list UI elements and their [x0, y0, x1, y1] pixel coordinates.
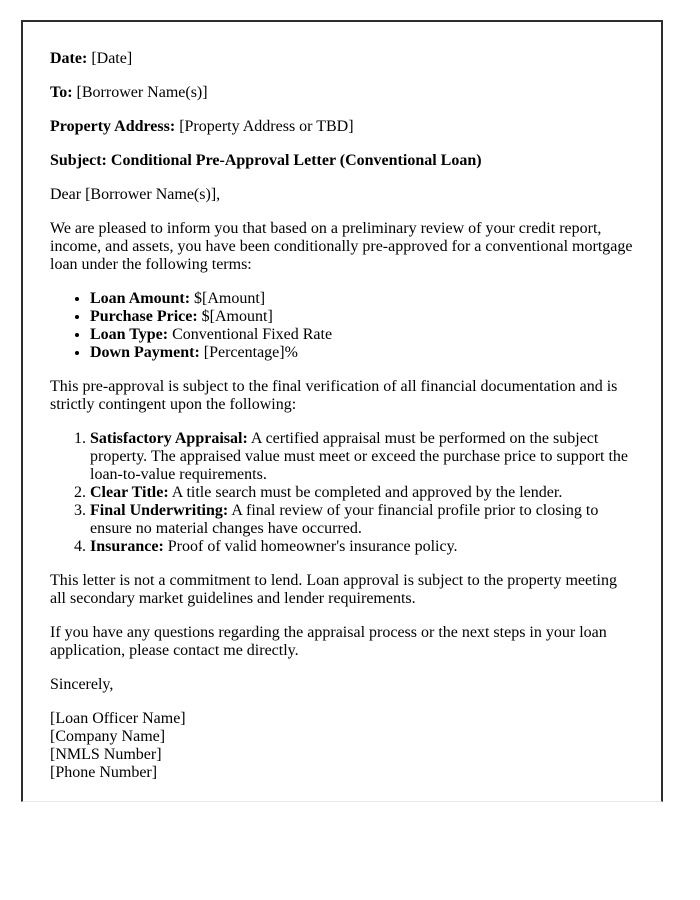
condition-item-appraisal — [90, 430, 635, 484]
term-item-loan-amount — [90, 290, 635, 308]
disclaimer-paragraph: This letter is not a commitment to lend. Loan approval is subject to the property meeting all secondary market guidelines and lender requirements. — [50, 572, 617, 607]
term-item-loan-type — [90, 326, 635, 344]
date-label: Date: — [50, 50, 88, 67]
condition-text: A final review of your financial profile prior to closing to ensure no material changes have occurred. — [90, 502, 599, 537]
property-address-line — [50, 118, 635, 136]
term-value: $[Amount] — [201, 308, 273, 325]
contingency-paragraph: This pre-approval is subject to the final verification of all financial documentation and is strictly contingent upon the following: — [50, 378, 618, 413]
condition-text: A certified appraisal must be performed on the subject property. The appraised value must meet or exceed the purchase price to support the loan-to-value requirements. — [90, 430, 629, 483]
term-label: Loan Amount: — [90, 290, 191, 307]
condition-item-insurance — [90, 538, 635, 556]
conditions-list — [50, 430, 635, 556]
condition-item-clear-title — [90, 484, 635, 502]
condition-text: Proof of valid homeowner's insurance policy. — [167, 538, 458, 555]
signoff: Sincerely, — [50, 676, 114, 693]
signature-block — [50, 710, 635, 782]
date-value: [Date] — [91, 50, 133, 67]
term-item-purchase-price — [90, 308, 635, 326]
to-value: [Borrower Name(s)] — [76, 84, 208, 101]
closing-paragraph: If you have any questions regarding the appraisal process or the next steps in your loan application, please contact me directly. — [50, 624, 607, 659]
term-value: $[Amount] — [194, 290, 266, 307]
salutation: Dear [Borrower Name(s)], — [50, 186, 221, 203]
term-value: Conventional Fixed Rate — [172, 326, 333, 343]
property-address-value: [Property Address or TBD] — [179, 118, 354, 135]
to-label: To: — [50, 84, 73, 101]
condition-text: A title search must be completed and approved by the lender. — [171, 484, 563, 501]
term-value: [Percentage]% — [203, 344, 298, 361]
terms-list — [50, 290, 635, 362]
subject-text: Subject: Conditional Pre-Approval Letter (Conventional Loan) — [50, 152, 482, 169]
subject-line — [50, 152, 635, 170]
property-address-label: Property Address: — [50, 118, 176, 135]
condition-label: Final Underwriting: — [90, 502, 229, 519]
signature-line-nmls: [NMLS Number] — [50, 746, 162, 763]
date-line — [50, 50, 635, 68]
to-line — [50, 84, 635, 102]
signature-line-company: [Company Name] — [50, 728, 166, 745]
letter-document — [21, 20, 663, 802]
condition-label: Satisfactory Appraisal: — [90, 430, 248, 447]
signature-line-phone: [Phone Number] — [50, 764, 158, 781]
condition-label: Insurance: — [90, 538, 164, 555]
condition-item-underwriting — [90, 502, 635, 538]
term-label: Purchase Price: — [90, 308, 198, 325]
signature-line-officer: [Loan Officer Name] — [50, 710, 186, 727]
term-label: Down Payment: — [90, 344, 200, 361]
condition-label: Clear Title: — [90, 484, 169, 501]
term-label: Loan Type: — [90, 326, 169, 343]
term-item-down-payment — [90, 344, 635, 362]
intro-paragraph: We are pleased to inform you that based on a preliminary review of your credit report, income, and assets, you have been conditionally pre-approved for a conventional mortgage loan under the following terms: — [50, 220, 633, 273]
